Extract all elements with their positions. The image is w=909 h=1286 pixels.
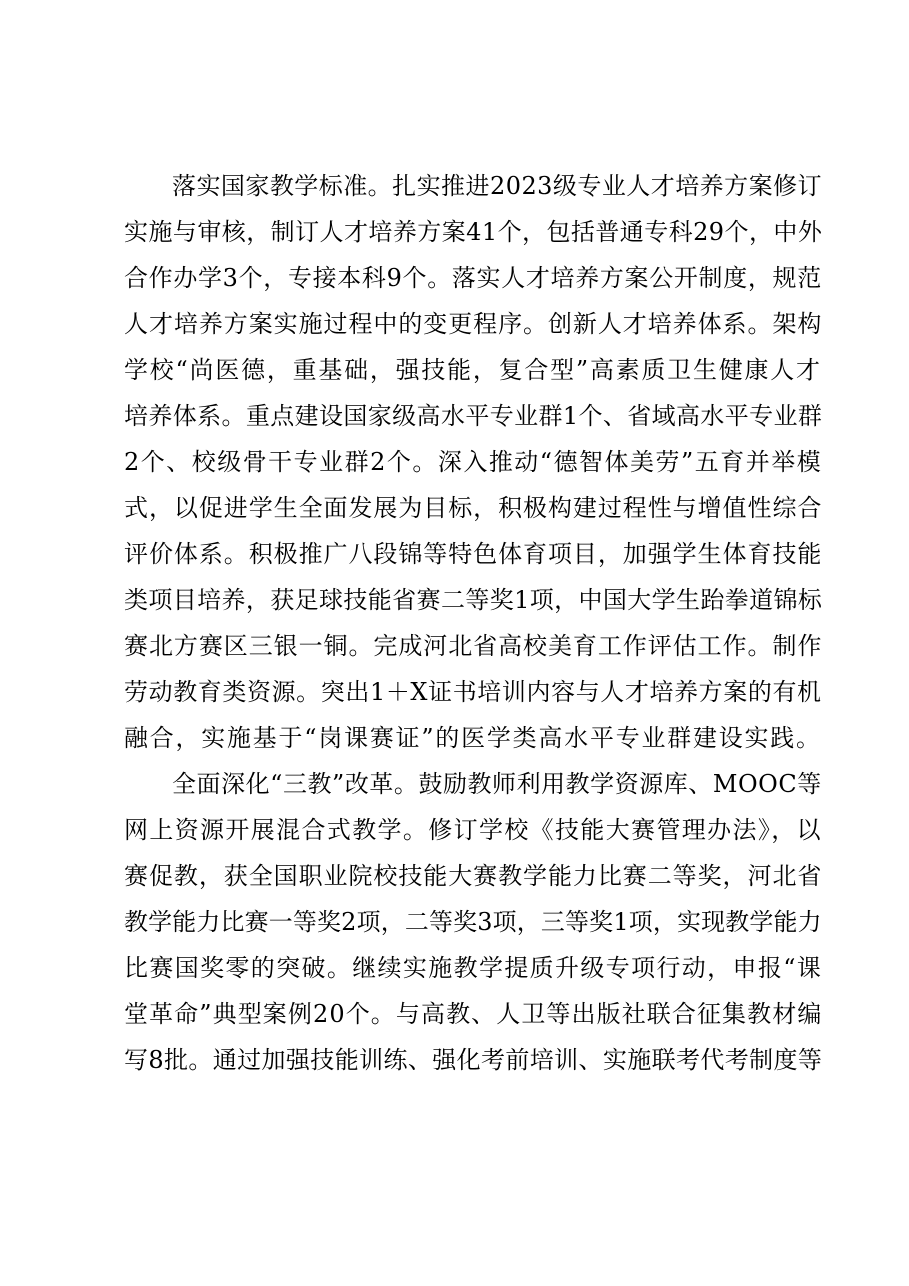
paragraph-line: 赛北方赛区三银一铜。完成河北省高校美育工作评估工作。制作 <box>124 632 823 660</box>
paragraph-line: 劳动教育类资源。突出1＋X证书培训内容与人才培养方案的有机 <box>124 678 822 706</box>
paragraph-line: 融合，实施基于“岗课赛证”的医学类高水平专业群建设实践。 <box>124 724 822 752</box>
paragraph-line: 合作办学3个，专接本科9个。落实人才培养方案公开制度，规范 <box>124 264 822 292</box>
paragraph-line: 类项目培养，获足球技能省赛二等奖1项，中国大学生跆拳道锦标 <box>124 586 823 614</box>
paragraph-line: 教学能力比赛一等奖2项，二等奖3项，三等奖1项，实现教学能力 <box>124 908 822 936</box>
paragraph-line: 网上资源开展混合式教学。修订学校《技能大赛管理办法》，以 <box>124 816 822 844</box>
paragraph-line: 培养体系。重点建设国家级高水平专业群1个、省域高水平专业群 <box>124 402 823 430</box>
paragraph-line: 赛促教，获全国职业院校技能大赛教学能力比赛二等奖，河北省 <box>124 862 823 890</box>
paragraph-line: 全面深化“三教”改革。鼓励教师利用教学资源库、MOOC等 <box>172 770 822 798</box>
paragraph-line: 评价体系。积极推广八段锦等特色体育项目，加强学生体育技能 <box>124 540 823 568</box>
paragraph-line: 写8批。通过加强技能训练、强化考前培训、实施联考代考制度等 <box>124 1046 823 1074</box>
paragraph-line: 比赛国奖零的突破。继续实施教学提质升级专项行动，申报“课 <box>124 954 823 982</box>
paragraph-line: 堂革命”典型案例20个。与高教、人卫等出版社联合征集教材编 <box>124 1000 823 1028</box>
paragraph-line: 2个、校级骨干专业群2个。深入推动“德智体美劳”五育并举模 <box>124 448 823 476</box>
paragraph-line: 式，以促进学生全面发展为目标，积极构建过程性与增值性综合 <box>124 494 823 522</box>
paragraph-line: 人才培养方案实施过程中的变更程序。创新人才培养体系。架构 <box>124 310 823 338</box>
paragraph-line: 落实国家教学标准。扎实推进2023级专业人才培养方案修订 <box>172 172 822 200</box>
paragraph-line: 实施与审核，制订人才培养方案41个，包括普通专科29个，中外 <box>124 218 823 246</box>
paragraph-line: 学校“尚医德，重基础，强技能，复合型”高素质卫生健康人才 <box>124 356 822 384</box>
